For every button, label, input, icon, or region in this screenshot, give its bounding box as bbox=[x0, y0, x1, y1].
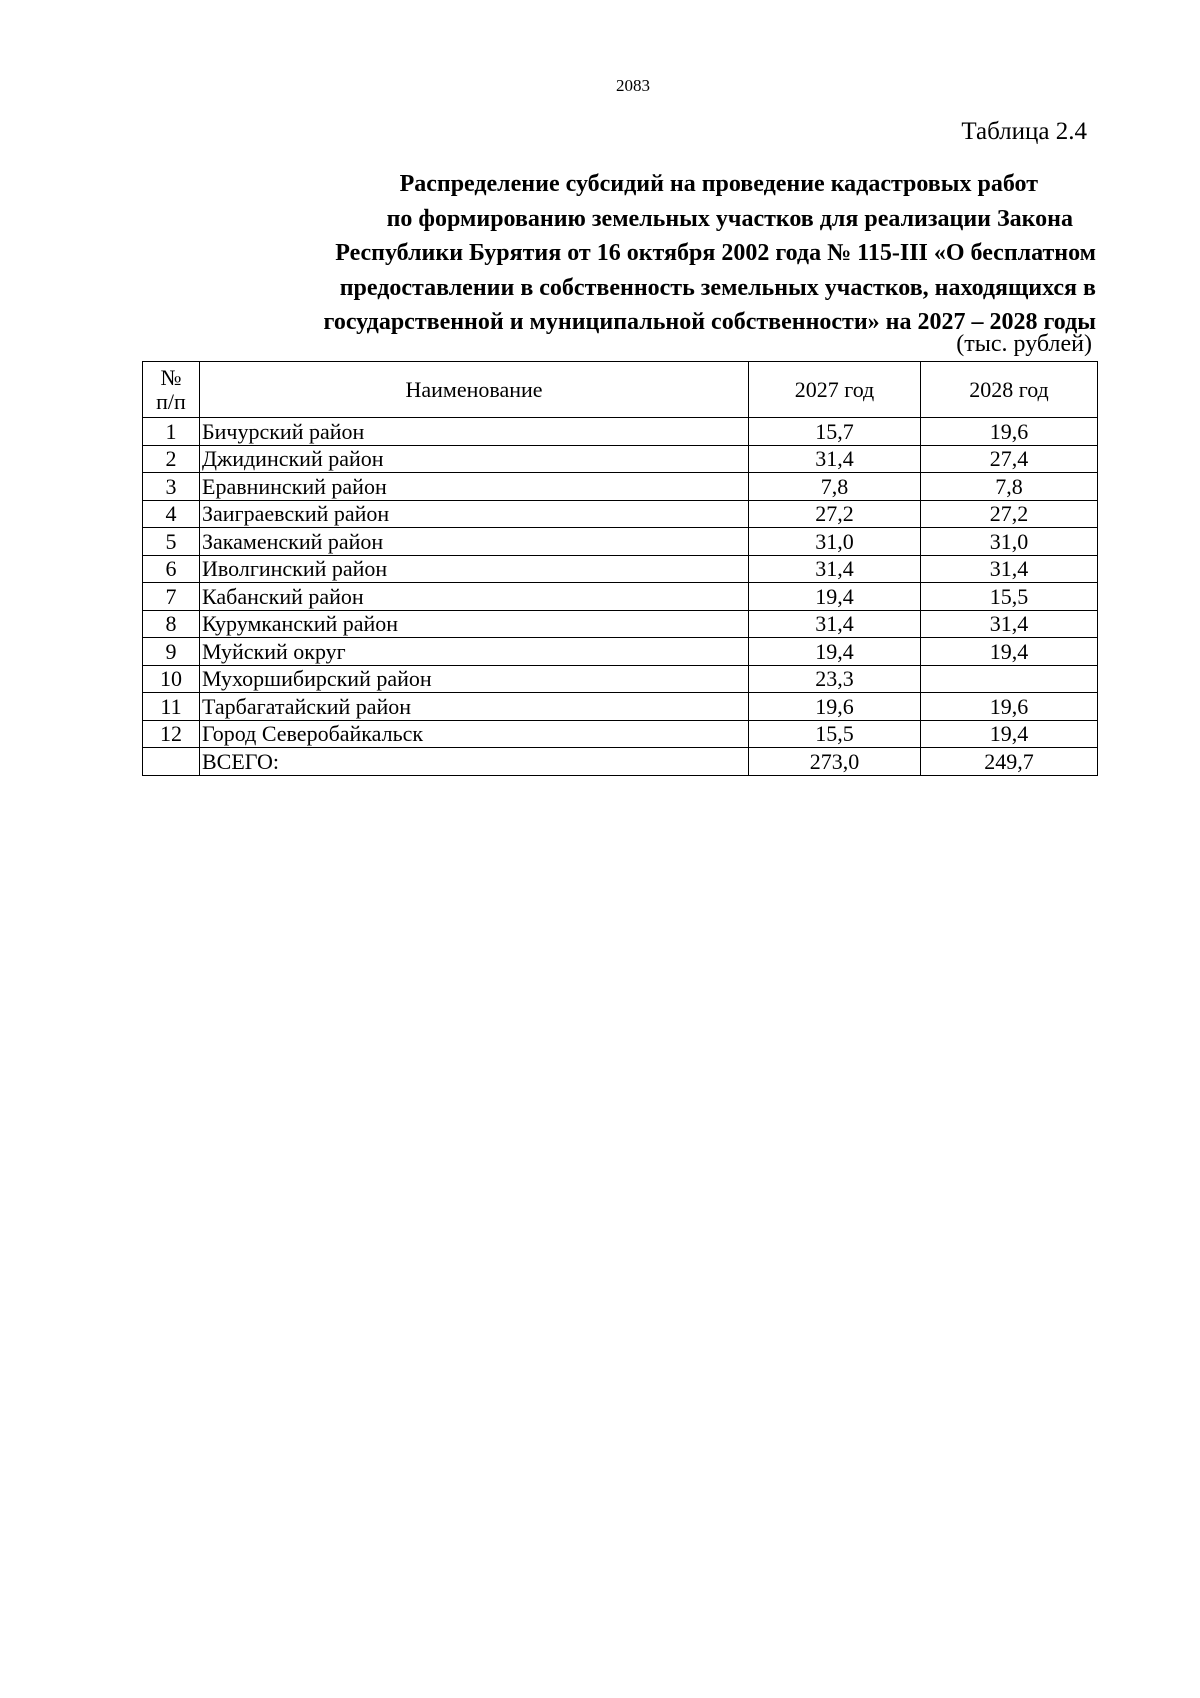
row-value-2028: 15,5 bbox=[921, 583, 1098, 611]
row-value-2027: 7,8 bbox=[749, 473, 921, 501]
title-line: Республики Бурятия от 16 октября 2002 года № 115-III «О бесплатном bbox=[335, 240, 1096, 266]
total-value-2027: 273,0 bbox=[749, 748, 921, 776]
row-name: Мухоршибирский район bbox=[200, 665, 749, 693]
header-number bbox=[143, 362, 200, 418]
header-year-2028: 2028 год bbox=[921, 362, 1098, 418]
header-number-top: № bbox=[160, 364, 182, 390]
row-value-2028: 19,6 bbox=[921, 693, 1098, 721]
row-value-2028: 27,2 bbox=[921, 500, 1098, 528]
table-row bbox=[143, 693, 1098, 721]
total-value-2028: 249,7 bbox=[921, 748, 1098, 776]
row-number: 12 bbox=[143, 720, 200, 748]
units-note: (тыс. рублей) bbox=[956, 331, 1092, 357]
header-year-2027: 2027 год bbox=[749, 362, 921, 418]
subsidy-table bbox=[142, 361, 1098, 776]
title-line: Распределение субсидий на проведение кадастровых работ bbox=[399, 171, 1038, 197]
row-number: 1 bbox=[143, 418, 200, 446]
row-value-2027: 15,7 bbox=[749, 418, 921, 446]
row-value-2027: 19,4 bbox=[749, 583, 921, 611]
title-line: по формированию земельных участков для реализации Закона bbox=[386, 205, 1073, 232]
row-name: Закаменский район bbox=[200, 528, 749, 556]
table-row bbox=[143, 473, 1098, 501]
row-number: 4 bbox=[143, 500, 200, 528]
row-value-2028: 27,4 bbox=[921, 445, 1098, 473]
row-number: 3 bbox=[143, 473, 200, 501]
table-label: Таблица 2.4 bbox=[961, 118, 1087, 145]
table-row bbox=[143, 445, 1098, 473]
row-number: 9 bbox=[143, 638, 200, 666]
row-value-2028: 31,4 bbox=[921, 555, 1098, 583]
row-value-2027: 15,5 bbox=[749, 720, 921, 748]
row-value-2027: 23,3 bbox=[749, 665, 921, 693]
header-number-bottom: п/п bbox=[156, 388, 186, 414]
table-header-row bbox=[143, 362, 1098, 418]
row-value-2028: 7,8 bbox=[921, 473, 1098, 501]
row-name: Заиграевский район bbox=[200, 500, 749, 528]
table-row bbox=[143, 583, 1098, 611]
table-row bbox=[143, 555, 1098, 583]
table-row bbox=[143, 610, 1098, 638]
row-name: Иволгинский район bbox=[200, 555, 749, 583]
page-number: 2083 bbox=[616, 76, 650, 95]
row-name: Муйский округ bbox=[200, 638, 749, 666]
document-title bbox=[130, 167, 1096, 340]
title-line: государственной и муниципальной собственности» на 2027 – 2028 годы bbox=[323, 309, 1096, 335]
row-number: 10 bbox=[143, 665, 200, 693]
table-total-row bbox=[143, 748, 1098, 776]
row-name: Джидинский район bbox=[200, 445, 749, 473]
row-value-2027: 31,4 bbox=[749, 610, 921, 638]
table-row bbox=[143, 500, 1098, 528]
row-value-2028: 19,6 bbox=[921, 418, 1098, 446]
table-row bbox=[143, 638, 1098, 666]
table-row bbox=[143, 528, 1098, 556]
row-number: 11 bbox=[143, 693, 200, 721]
table-row bbox=[143, 418, 1098, 446]
row-number: 6 bbox=[143, 555, 200, 583]
table-row bbox=[143, 665, 1098, 693]
row-number: 2 bbox=[143, 445, 200, 473]
row-value-2027: 19,4 bbox=[749, 638, 921, 666]
row-number: 5 bbox=[143, 528, 200, 556]
row-value-2028: 31,4 bbox=[921, 610, 1098, 638]
row-value-2027: 27,2 bbox=[749, 500, 921, 528]
row-number: 7 bbox=[143, 583, 200, 611]
header-name: Наименование bbox=[200, 362, 749, 418]
table-row bbox=[143, 720, 1098, 748]
row-value-2028: 19,4 bbox=[921, 720, 1098, 748]
row-value-2027: 31,4 bbox=[749, 555, 921, 583]
row-name: Бичурский район bbox=[200, 418, 749, 446]
row-name: Город Северобайкальск bbox=[200, 720, 749, 748]
row-number: 8 bbox=[143, 610, 200, 638]
row-name: Еравнинский район bbox=[200, 473, 749, 501]
row-name: Тарбагатайский район bbox=[200, 693, 749, 721]
row-value-2027: 31,0 bbox=[749, 528, 921, 556]
row-name: Курумканский район bbox=[200, 610, 749, 638]
total-label: ВСЕГО: bbox=[200, 748, 749, 776]
title-line: предоставлении в собственность земельных участков, находящихся в bbox=[339, 274, 1096, 301]
row-value-2028: 19,4 bbox=[921, 638, 1098, 666]
row-value-2027: 31,4 bbox=[749, 445, 921, 473]
total-number bbox=[143, 748, 200, 776]
row-value-2028: 31,0 bbox=[921, 528, 1098, 556]
row-value-2027: 19,6 bbox=[749, 693, 921, 721]
row-value-2028 bbox=[921, 665, 1098, 693]
row-name: Кабанский район bbox=[200, 583, 749, 611]
